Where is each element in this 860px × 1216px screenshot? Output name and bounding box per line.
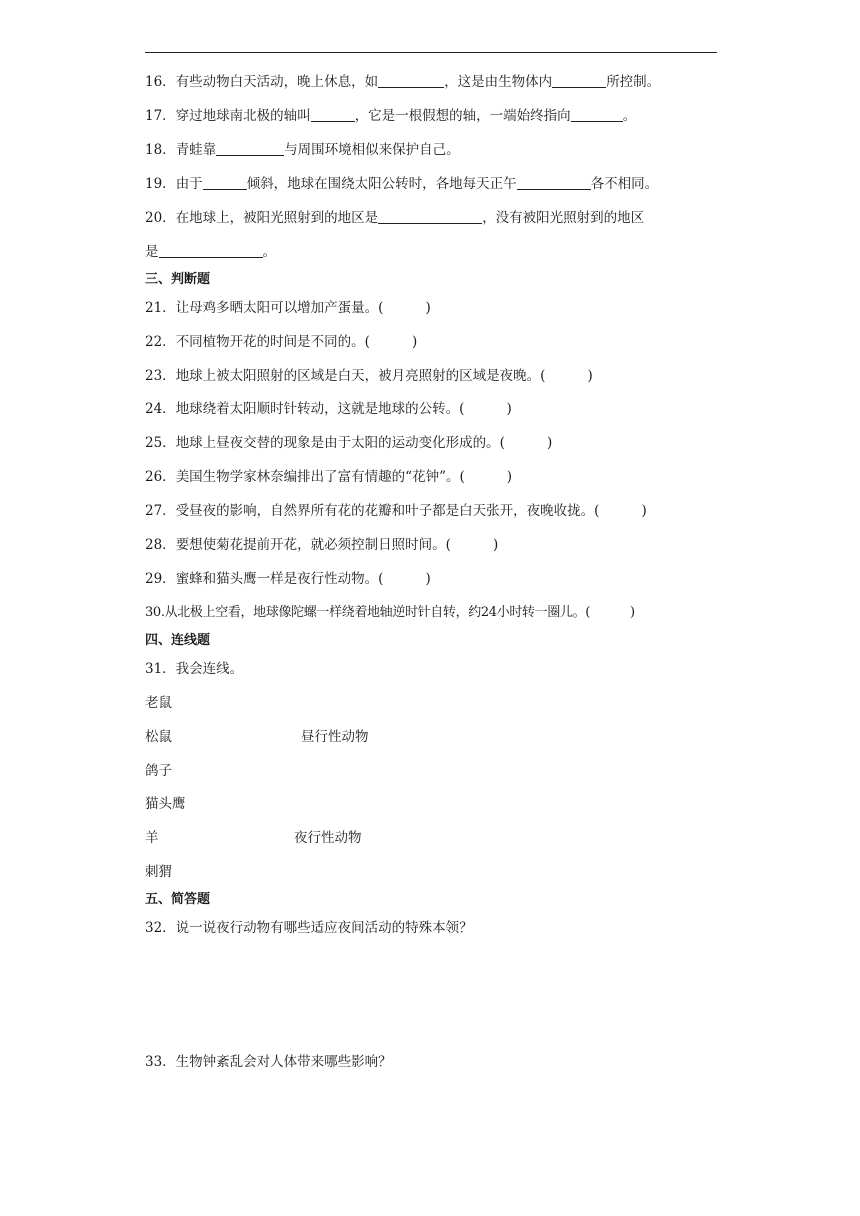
question-22: 22．不同植物开花的时间是不同的。( ) [145, 334, 418, 350]
question-number: 16． [145, 74, 176, 90]
section-heading-short-answer: 五、简答题 [145, 892, 211, 907]
category-diurnal[interactable]: 昼行性动物 [301, 729, 369, 745]
answer-blank[interactable] [159, 243, 263, 258]
category-nocturnal[interactable]: 夜行性动物 [294, 830, 362, 846]
question-27: 27．受昼夜的影响，自然界所有花的花瓣和叶子都是白天张开，夜晚收拢。( ) [145, 503, 647, 519]
question-24: 24．地球绕着太阳顺时针转动，这就是地球的公转。( ) [145, 401, 512, 417]
question-25: 25．地球上昼夜交替的现象是由于太阳的运动变化形成的。( ) [145, 435, 553, 451]
answer-blank[interactable] [203, 175, 247, 190]
question-33: 33．生物钟紊乱会对人体带来哪些影响？ [145, 1054, 392, 1070]
question-31: 31．我会连线。 [145, 661, 244, 677]
animal-sheep[interactable]: 羊 [145, 830, 159, 846]
answer-blank[interactable] [378, 73, 444, 88]
answer-blank[interactable] [311, 107, 355, 122]
animal-mouse[interactable]: 老鼠 [145, 695, 172, 711]
question-number: 20． [145, 210, 176, 226]
answer-blank[interactable] [517, 175, 591, 190]
answer-blank[interactable] [378, 209, 482, 224]
question-28: 28．要想使菊花提前开花，就必须控制日照时间。( ) [145, 537, 499, 553]
answer-blank[interactable] [552, 73, 606, 88]
answer-blank[interactable] [216, 141, 284, 156]
question-number: 18． [145, 142, 176, 158]
question-23: 23．地球上被太阳照射的区域是白天，被月亮照射的区域是夜晚。( ) [145, 368, 593, 384]
question-16: 16．有些动物白天活动，晚上休息，如 ，这是由生物体内 所控制。 [145, 74, 661, 90]
header-rule [145, 52, 717, 53]
question-number: 19． [145, 176, 176, 192]
section-heading-matching: 四、连线题 [145, 633, 211, 648]
animal-owl[interactable]: 猫头鹰 [145, 796, 186, 812]
question-29: 29．蜜蜂和猫头鹰一样是夜行性动物。( ) [145, 571, 431, 587]
question-20-continued: 是 。 [145, 244, 276, 260]
section-heading-judgment: 三、判断题 [145, 272, 211, 287]
question-32: 32．说一说夜行动物有哪些适应夜间活动的特殊本领？ [145, 920, 473, 936]
animal-hedgehog[interactable]: 刺猬 [145, 864, 172, 880]
question-26: 26．美国生物学家林奈编排出了富有情趣的“花钟”。( ) [145, 469, 513, 485]
question-19: 19．由于 倾斜，地球在围绕太阳公转时，各地每天正午 各不相同。 [145, 176, 659, 192]
animal-pigeon[interactable]: 鸽子 [145, 763, 172, 779]
question-21: 21．让母鸡多晒太阳可以增加产蛋量。( ) [145, 300, 431, 316]
animal-squirrel[interactable]: 松鼠 [145, 729, 172, 745]
question-number: 17． [145, 108, 176, 124]
question-18: 18．青蛙靠 与周围环境相似来保护自己。 [145, 142, 460, 158]
question-30: 30.从北极上空看，地球像陀螺一样绕着地轴逆时针自转，约24小时转一圈儿。( ) [145, 605, 635, 620]
answer-blank[interactable] [571, 107, 623, 122]
question-17: 17．穿过地球南北极的轴叫 ，它是一根假想的轴，一端始终指向 。 [145, 108, 637, 124]
question-20: 20．在地球上，被阳光照射到的地区是 ，没有被阳光照射到的地区 [145, 210, 645, 226]
